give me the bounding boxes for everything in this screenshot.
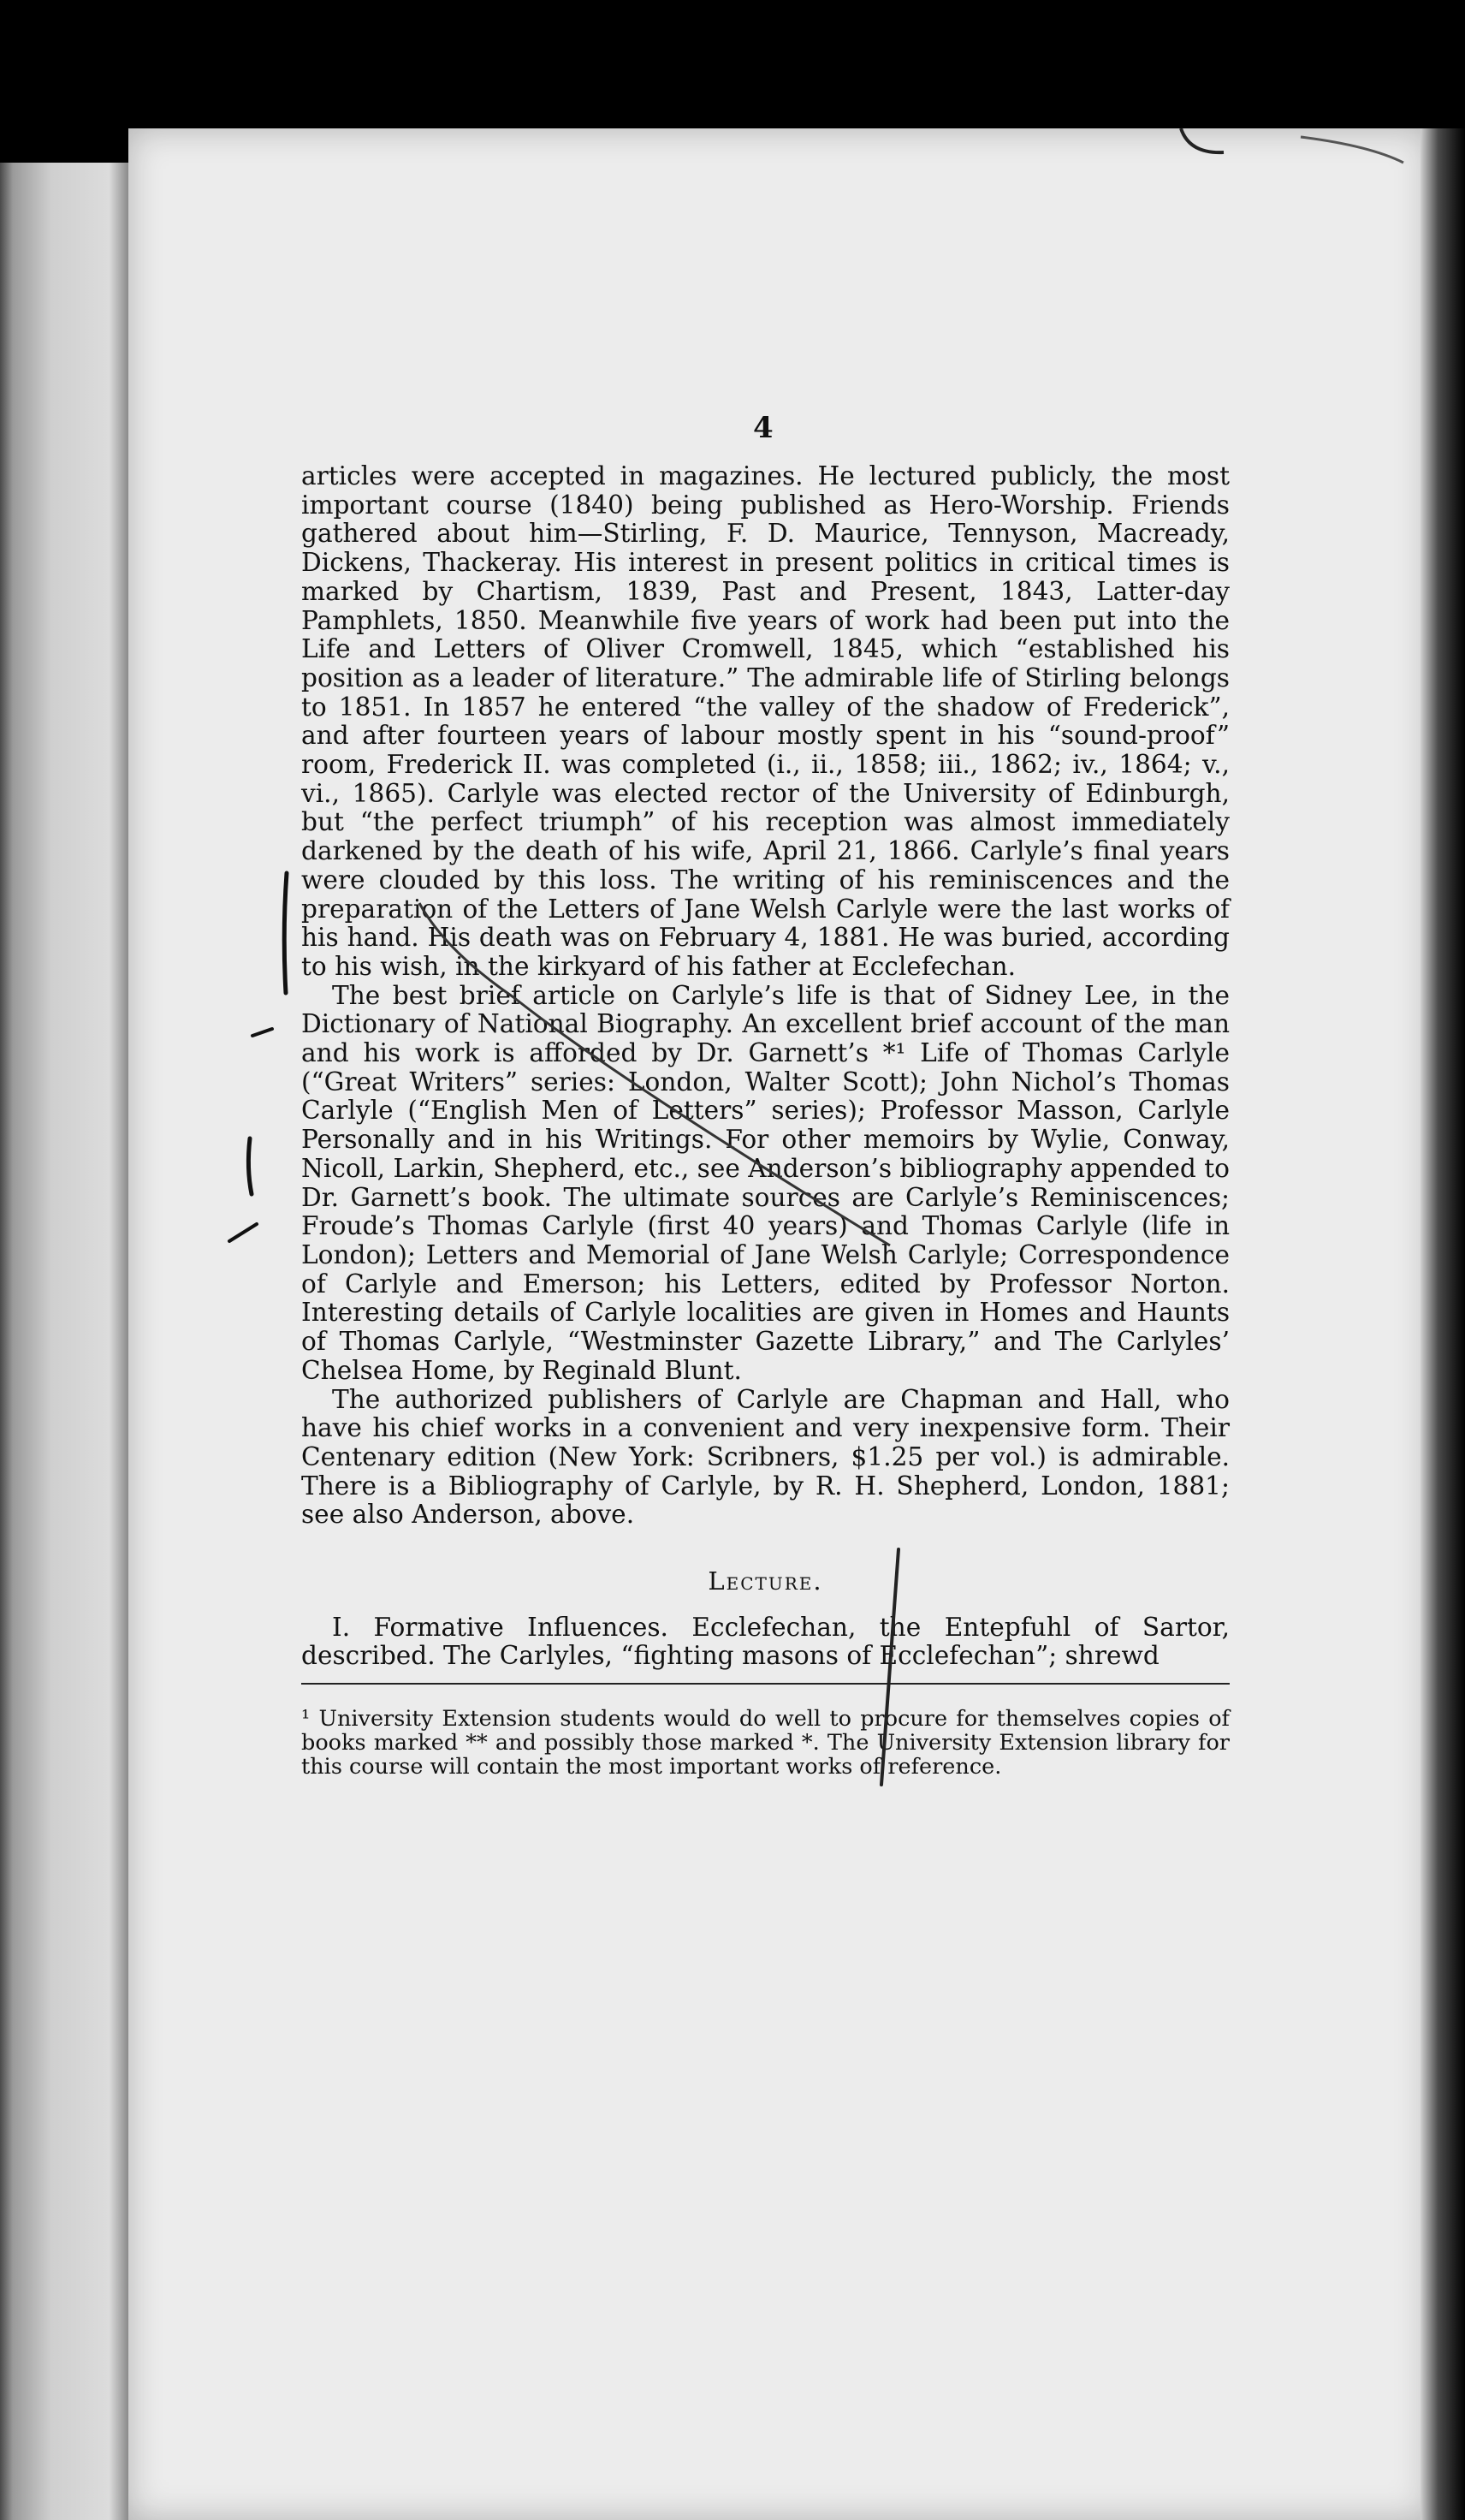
- scanner-left-edge: [0, 163, 128, 2520]
- paragraph-publishers: The authorized publishers of Carlyle are Chapman and Hall, who have his chief works in a convenient and very inexpensive form. Their Centenary edition (New York: Scribners, $1.25 per vol.) is admirable. There is a Bibliography of Carlyle, by R. H. Shepherd, London, 1881; see also Anderson, above.: [301, 1384, 1230, 1530]
- paragraph-lecture: I. Formative Influences. Ecclefechan, the Entepfuhl of Sartor, described. The Carlyles, “fighting masons of Ecclefechan”; shrewd: [301, 1612, 1230, 1671]
- paragraph-sources: The best brief article on Carlyle’s life is that of Sidney Lee, in the Dictionary of National Biography. An excellent brief account of the man and his work is afforded by Dr. Garnett’s *¹ Life of Thomas Carlyle (“Great Writers” series: London, Walter Scott); John Nichol’s Thomas Carlyle (“English Men of Letters” series); Professor Masson, Carlyle Personally and in his Writings. For other memoirs by Wylie, Conway, Nicoll, Larkin, Shepherd, etc., see Anderson’s bibliography appended to Dr. Garnett’s book. The ultimate sources are Carlyle’s Reminiscences; Froude’s Thomas Carlyle (first 40 years) and Thomas Carlyle (life in London); Letters and Memorial of Jane Welsh Carlyle; Correspondence of Carlyle and Emerson; his Letters, edited by Professor Norton. Interesting details of Carlyle localities are given in Homes and Haunts of Thomas Carlyle, “Westminster Gazette Library,” and The Carlyles’ Chelsea Home, by Reginald Blunt.: [301, 980, 1230, 1385]
- footnote-divider: [301, 1683, 1230, 1685]
- page-body: [301, 462, 1230, 1800]
- scanner-right-edge: [1421, 128, 1465, 2520]
- page-number: 4: [753, 411, 774, 445]
- section-heading: Lecture.: [708, 1566, 823, 1596]
- paragraph-biography: articles were accepted in magazines. He lectured publicly, the most important course (1840) being published as Hero-Worship. Friends gathered about him—Stirling, F. D. Maurice, Tennyson, Macready, Dickens, Thackeray. His interest in present politics in critical times is marked by Chartism, 1839, Past and Present, 1843, Latter-day Pamphlets, 1850. Meanwhile five years of work had been put into the Life and Letters of Oliver Cromwell, 1845, which “established his position as a leader of literature.” The admirable life of Stirling belongs to 1851. In 1857 he entered “the valley of the shadow of Frederick”, and after fourteen years of labour mostly spent in his “sound-proof” room, Frederick II. was completed (i., ii., 1858; iii., 1862; iv., 1864; v., vi., 1865). Carlyle was elected rector of the University of Edinburgh, but “the perfect triumph” of his reception was almost immediately darkened by the death of his wife, April 21, 1866. Carlyle’s final years were clouded by this loss. The writing of his reminiscences and the preparation of the Letters of Jane Welsh Carlyle were the last works of his hand. His death was on February 4, 1881. He was buried, according to his wish, in the kirkyard of his father at Ecclefechan.: [301, 461, 1230, 981]
- footnote: ¹ University Extension students would do well to procure for themselves copies of books marked ** and possibly those marked *. The University Extension library for this course will contain the most important works of reference.: [301, 1705, 1230, 1780]
